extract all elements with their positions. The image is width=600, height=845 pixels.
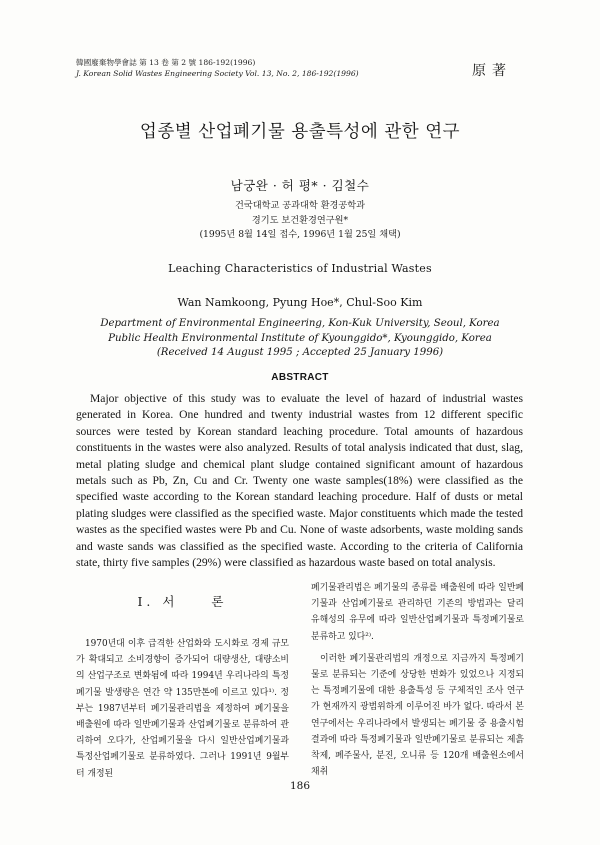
authors-korean: 남궁완 · 허 평* · 김철수 [230, 178, 370, 193]
body-paragraph: 이러한 폐기물관리법의 개정으로 지금까지 특정폐기물로 분류되는 기준에 상당한 변화가 있었으나 지정되는 특정폐기물에 대한 용출특성 등 구체적인 조사 연구가 현재까지 광범위하게 이루어진 바가 없다. 따라서 본 연구에서는 우리나라에서 발생되는 폐기물 중 용출시험결과에 따라 특정폐기물과 일반폐기물로 분류되는 제흙착제, 폐주물사, 분진, 오니류 등 120개 배출원소에서 채취 [311, 653, 524, 778]
body-column-left [76, 580, 289, 782]
article-type-label: 原著 [472, 63, 512, 79]
body-paragraph: 폐기물관리법은 폐기물의 종류를 배출원에 따라 일반폐기물과 산업폐기물로 관리하던 기존의 방법과는 달리 유해성의 유무에 따라 일반산업폐기물과 특정폐기물로 분류하고 있다²⁾. [311, 583, 524, 642]
journal-citation-ko: 韓國廢棄物學會誌 第 13 卷 第 2 號 186-192(1996) [76, 58, 256, 67]
affiliation-line: Department of Environmental Engineering, Kon-Kuk University, Seoul, Korea [100, 318, 500, 329]
journal-header [76, 57, 359, 79]
body-paragraph: 1970년대 이후 급격한 산업화와 도시화로 경제 규모가 확대되고 소비경향이 증가되어 대량생산, 대량소비의 산업구조로 변화됨에 따라 1994년 우리나라의 특정폐기물 발생량은 연간 약 135만톤에 이르고 있다¹⁾. 정부는 1987년부터 폐기물관리법을 제정하여 폐기물을 배출원에 따라 일반폐기물과 산업폐기물로 분류하여 관리하여 오다가, 산업폐기물을 다시 일반산업폐기물과 특정산업폐기물로 분류하였다. 그러나 1991년 9월부터 개정된 [76, 639, 289, 779]
affiliation-line: 건국대학교 공과대학 환경공학과 [234, 200, 366, 211]
page-number: 186 [289, 780, 311, 792]
received-dates-korean: (1995년 8월 14일 접수, 1996년 1월 25일 채택) [199, 229, 401, 240]
received-dates-english: (Received 14 August 1995 ; Accepted 25 January 1996) [156, 347, 444, 358]
affiliations-english [0, 317, 600, 361]
body-column-right [311, 580, 524, 780]
affiliation-line: Public Health Environmental Institute of Kyounggido*, Kyounggido, Korea [108, 332, 492, 344]
affiliations-korean [0, 199, 600, 243]
abstract-text: Major objective of this study was to evaluate the level of hazard of industrial wastes generated in Korea. One hundred and twenty industrial wastes from 12 different specific sources were tested by Korean standard leaching procedure. Total amounts of hazardous constituents in the wastes were also analyzed. Results of total analysis indicated that dust, slag, metal plating sludge and chemical plant sludge contained significant amount of hazardous metals such as Pb, Zn, Cu and Cr. Twenty one waste samples(18%) were classified as the specified waste according to the Korean standard leaching procedure. Half of dusts or metal plating sludges were classified as the specified waste. Major constituents which made the tested wastes as the specified wastes were Pb and Cu. None of waste adsorbents, waste molding sands and waste sands was classified as the specified waste. According to the criteria of California state, thirty five samples (29%) were classified as hazardous waste based on total analysis. [76, 392, 523, 570]
title-korean: 업종별 산업폐기물 용출특성에 관한 연구 [139, 122, 461, 142]
title-english: Leaching Characteristics of Industrial Wastes [168, 262, 432, 275]
journal-citation-en: J. Korean Solid Wastes Engineering Society Vol. 13, No. 2, 186-192(1996) [76, 69, 359, 78]
abstract-heading: ABSTRACT [271, 372, 329, 383]
authors-english: Wan Namkoong, Pyung Hoe*, Chul-Soo Kim [177, 296, 423, 309]
section-heading-introduction: Ⅰ. 서 론 [137, 594, 228, 609]
affiliation-line: 경기도 보건환경연구원* [251, 214, 349, 226]
